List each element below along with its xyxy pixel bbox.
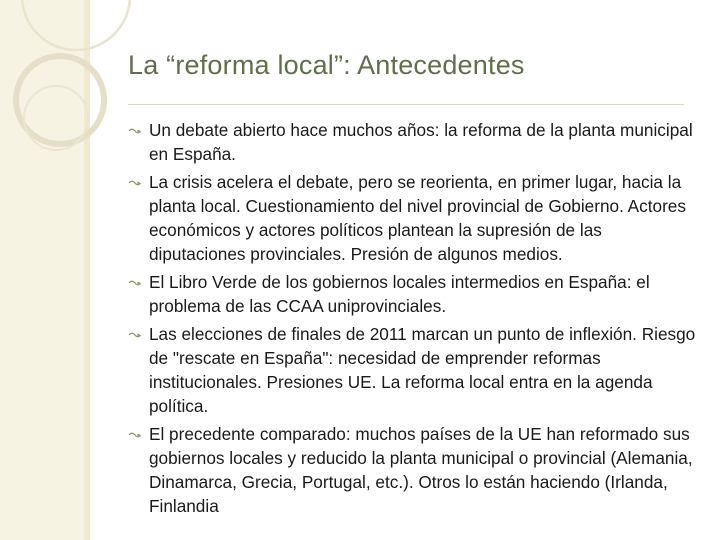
bullet-item (128, 170, 702, 266)
title-divider (128, 104, 684, 105)
bullet-icon (128, 331, 141, 339)
bullet-text: Las elecciones de finales de 2011 marcan un punto de inflexión. Riesgo de "rescate en España": necesidad de emprender reformas institucionales. Presiones UE. La reforma local entra en la agenda política. (149, 324, 696, 416)
bullet-icon (128, 279, 141, 287)
sidebar-edge (84, 0, 90, 540)
bullet-item (128, 322, 702, 418)
bullet-list (128, 118, 702, 522)
bullet-icon (128, 179, 141, 187)
slide-title: La “reforma local”: Antecedentes (128, 50, 525, 80)
bullet-text: Un debate abierto hace muchos años: la reforma de la planta municipal en España. (149, 120, 693, 164)
bullet-text: El Libro Verde de los gobiernos locales intermedios en España: el problema de las CCAA uniprovinciales. (149, 272, 650, 316)
bullet-text: La crisis acelera el debate, pero se reorienta, en primer lugar, hacia la planta local. Cuestionamiento del nivel provincial de Gobierno. Actores económicos y actores políticos plantean la supresión de las diputaciones provinciales. Presión de algunos medios. (149, 172, 686, 264)
bullet-text: El precedente comparado: muchos países de la UE han reformado sus gobiernos locales y reducido la planta municipal o provincial (Alemania, Dinamarca, Grecia, Portugal, etc.). Otros lo están haciendo (Irlanda, Finlandia (149, 424, 693, 516)
bullet-item (128, 270, 702, 318)
bullet-icon (128, 127, 141, 135)
sidebar-panel (0, 0, 88, 540)
bullet-icon (128, 431, 141, 439)
bullet-item (128, 118, 702, 166)
bullet-item (128, 422, 702, 518)
